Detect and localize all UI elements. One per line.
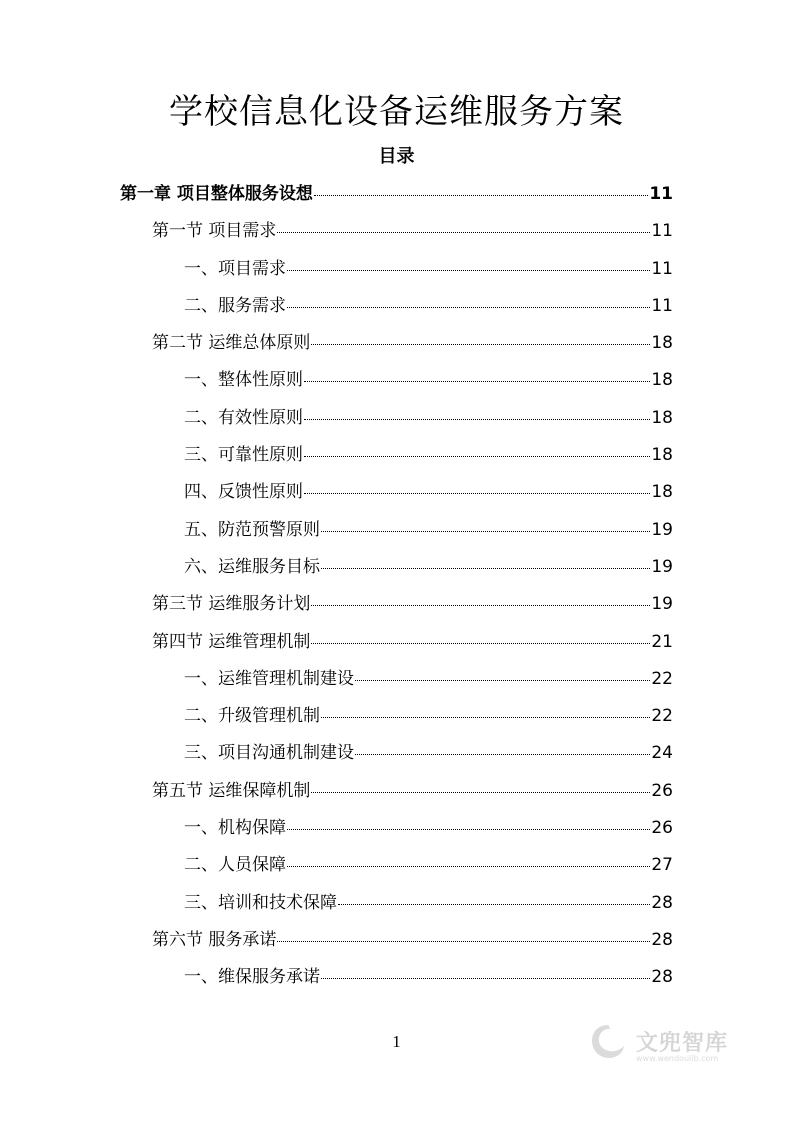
- toc-entry-page: 28: [651, 929, 673, 950]
- toc-entry[interactable]: [120, 176, 673, 213]
- watermark: [588, 1020, 748, 1072]
- toc-dot-leader: [321, 531, 650, 532]
- toc-entry-page: 11: [651, 221, 673, 242]
- toc-entry-label: 六、运维服务目标: [184, 556, 320, 577]
- toc-entry-page: 18: [651, 445, 673, 466]
- toc-entry[interactable]: [120, 810, 673, 847]
- toc-entry-page: 19: [651, 594, 673, 615]
- toc-entry-label: 一、维保服务承诺: [184, 967, 320, 988]
- toc-dot-leader: [304, 419, 650, 420]
- wendou-logo-icon: [588, 1022, 628, 1062]
- toc-entry-page: 26: [651, 780, 673, 801]
- toc-entry-page: 26: [651, 818, 673, 839]
- toc-entry-page: 24: [651, 743, 673, 764]
- toc-dot-leader: [304, 381, 650, 382]
- page-number: 1: [392, 1032, 401, 1051]
- toc-entry-page: 11: [651, 258, 673, 279]
- toc-dot-leader: [304, 493, 650, 494]
- toc-entry-label: 四、反馈性原则: [184, 482, 303, 503]
- toc-entry[interactable]: [120, 624, 673, 661]
- toc-entry[interactable]: [120, 437, 673, 474]
- watermark-text: 文兜智库: [636, 1031, 729, 1056]
- toc-entry[interactable]: [120, 549, 673, 586]
- toc-entry[interactable]: [120, 661, 673, 698]
- toc-entry-page: 18: [651, 370, 673, 391]
- toc-dot-leader: [304, 456, 650, 457]
- toc-dot-leader: [321, 978, 650, 979]
- toc-entry-page: 11: [651, 295, 673, 316]
- toc-entry[interactable]: [120, 586, 673, 623]
- toc-entry-page: 11: [649, 184, 673, 204]
- toc-dot-leader: [311, 605, 650, 606]
- toc-entry[interactable]: [120, 847, 673, 884]
- toc-entry-page: 18: [651, 333, 673, 354]
- toc-entry-label: 三、培训和技术保障: [184, 892, 337, 913]
- toc-entry[interactable]: [120, 885, 673, 922]
- toc-entry[interactable]: [120, 400, 673, 437]
- toc-dot-leader: [287, 270, 650, 271]
- toc-entry[interactable]: [120, 213, 673, 250]
- toc-dot-leader: [277, 232, 650, 233]
- toc-dot-leader: [287, 307, 650, 308]
- toc-entry-label: 一、项目需求: [184, 258, 286, 279]
- toc-entry-label: 一、整体性原则: [184, 370, 303, 391]
- toc-dot-leader: [355, 680, 650, 681]
- toc-entry-label: 一、机构保障: [184, 818, 286, 839]
- toc-entry-page: 19: [651, 556, 673, 577]
- toc-entry[interactable]: [120, 698, 673, 735]
- toc-entry-label: 二、有效性原则: [184, 407, 303, 428]
- toc-entry[interactable]: [120, 735, 673, 772]
- toc-entry-page: 27: [651, 855, 673, 876]
- toc-entry-page: 21: [651, 631, 673, 652]
- toc-dot-leader: [287, 866, 650, 867]
- toc-entry-label: 第三节 运维服务计划: [152, 594, 311, 615]
- toc-entry[interactable]: [120, 773, 673, 810]
- toc-entry-label: 三、项目沟通机制建设: [184, 743, 354, 764]
- watermark-url: www.wendoulib.com: [636, 1054, 719, 1063]
- toc-dot-leader: [311, 344, 650, 345]
- toc-dot-leader: [314, 195, 648, 196]
- toc-heading: 目录: [378, 146, 415, 167]
- toc-entry-label: 第四节 运维管理机制: [152, 631, 311, 652]
- toc-dot-leader: [321, 568, 650, 569]
- toc-entry-page: 18: [651, 407, 673, 428]
- toc-entry-label: 五、防范预警原则: [184, 519, 320, 540]
- toc-entry-label: 第一章 项目整体服务设想: [120, 184, 313, 204]
- toc-entry-label: 二、人员保障: [184, 855, 286, 876]
- toc-entry[interactable]: [120, 922, 673, 959]
- table-of-contents: [120, 176, 673, 997]
- toc-entry[interactable]: [120, 325, 673, 362]
- toc-entry-label: 第六节 服务承诺: [152, 929, 277, 950]
- document-title: 学校信息化设备运维服务方案: [169, 92, 624, 132]
- toc-entry-page: 22: [651, 668, 673, 689]
- toc-entry[interactable]: [120, 474, 673, 511]
- toc-dot-leader: [277, 941, 650, 942]
- toc-dot-leader: [338, 904, 650, 905]
- toc-entry-label: 第五节 运维保障机制: [152, 780, 311, 801]
- toc-entry[interactable]: [120, 288, 673, 325]
- toc-dot-leader: [355, 754, 650, 755]
- toc-entry-label: 二、服务需求: [184, 295, 286, 316]
- toc-entry[interactable]: [120, 251, 673, 288]
- toc-dot-leader: [287, 829, 650, 830]
- toc-entry-label: 第一节 项目需求: [152, 221, 277, 242]
- toc-dot-leader: [321, 717, 650, 718]
- toc-entry-label: 三、可靠性原则: [184, 445, 303, 466]
- toc-entry[interactable]: [120, 512, 673, 549]
- toc-entry-page: 18: [651, 482, 673, 503]
- toc-entry[interactable]: [120, 362, 673, 399]
- toc-entry-page: 22: [651, 706, 673, 727]
- toc-dot-leader: [311, 643, 650, 644]
- toc-entry-page: 19: [651, 519, 673, 540]
- toc-dot-leader: [311, 792, 650, 793]
- toc-entry-page: 28: [651, 892, 673, 913]
- toc-entry-page: 28: [651, 967, 673, 988]
- toc-entry-label: 第二节 运维总体原则: [152, 333, 311, 354]
- toc-entry-label: 二、升级管理机制: [184, 706, 320, 727]
- toc-entry-label: 一、运维管理机制建设: [184, 668, 354, 689]
- toc-entry[interactable]: [120, 959, 673, 996]
